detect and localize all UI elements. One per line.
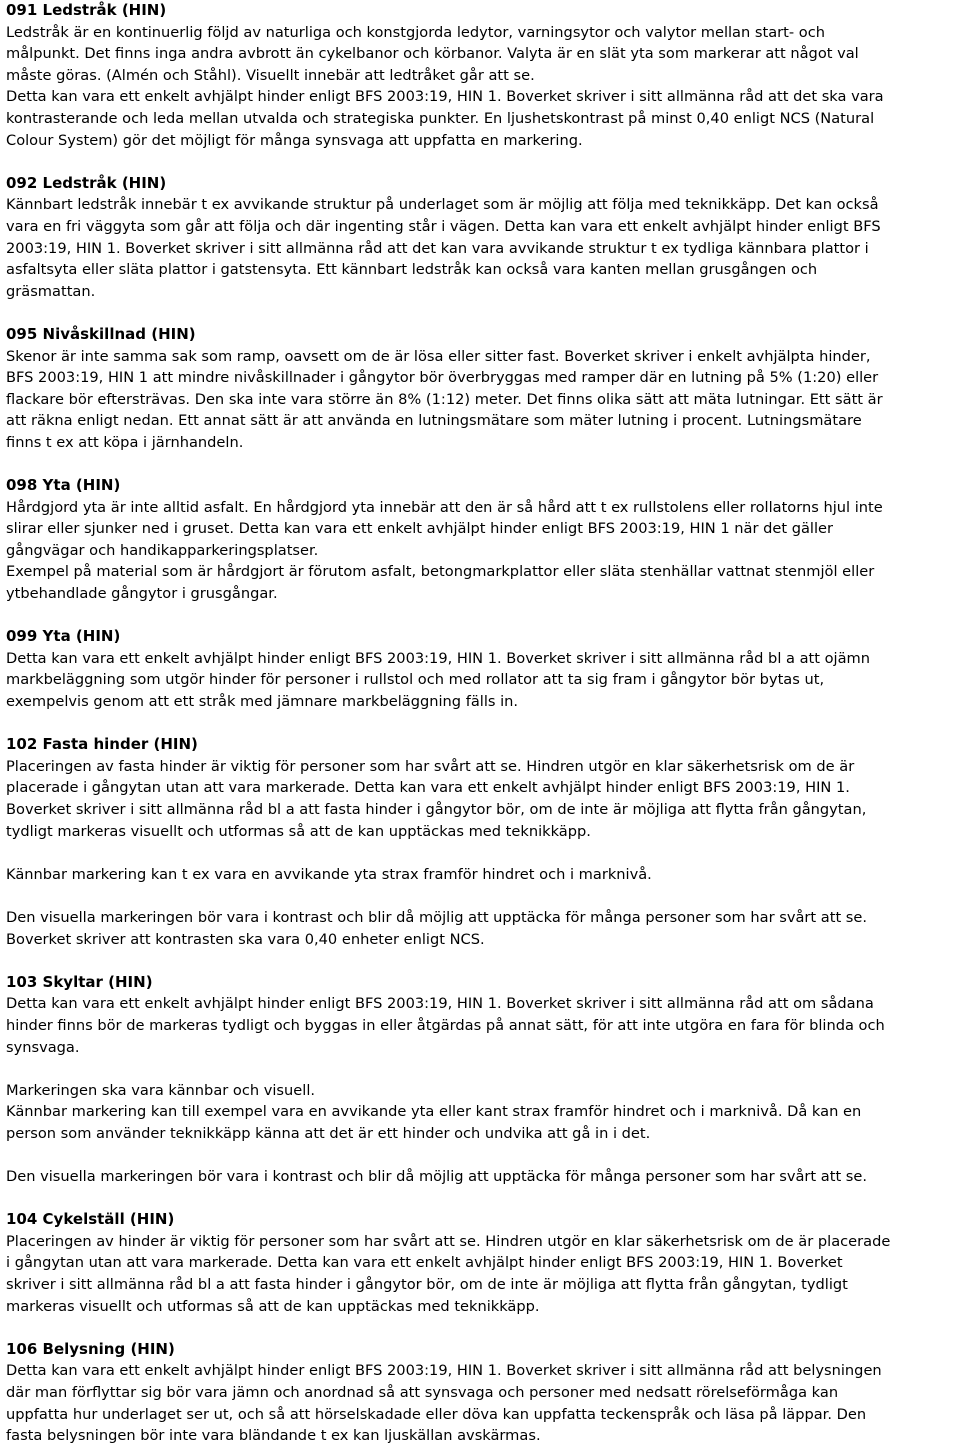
section-gap: [6, 1188, 960, 1210]
section-gap: [6, 713, 960, 735]
section-heading: 102 Fasta hinder (HIN): [6, 735, 198, 754]
section-gap: [6, 151, 960, 173]
section-paragraph: Den visuella markeringen bör vara i kontrast och blir då möjlig att upptäcka för många personer som har svårt att se.: [6, 1168, 868, 1186]
section-gap: [6, 1317, 960, 1339]
section-gap: [6, 605, 960, 627]
section-095: [6, 324, 960, 454]
section-103: [6, 972, 960, 1188]
section-heading: 098 Yta (HIN): [6, 476, 121, 495]
section-heading: 106 Belysning (HIN): [6, 1339, 175, 1358]
section-paragraph: Den visuella markeringen bör vara i kontrast och blir då möjlig att upptäcka för många personer som har svårt att se. Boverket skriver att kontrasten ska vara 0,40 enheter enligt NCS.: [6, 908, 868, 948]
section-paragraph: Placeringen av hinder är viktig för personer som har svårt att se. Hindren utgör en klar säkerhetsrisk om de är placerade i gångytan utan att vara markerade. Detta kan vara ett enkelt avhjälpt hinder enligt BFS 2003:19, HIN 1. Boverket skriver i sitt allmänna råd bl a att fasta hinder i gångytor bör, om de inte är möjliga att flytta från gångytan, tydligt markeras visuellt och utformas så att de kan upptäckas med teknikkäpp.: [6, 1232, 891, 1315]
section-heading: 104 Cykelställ (HIN): [6, 1210, 175, 1229]
section-092: [6, 173, 960, 303]
section-paragraph: Ledstråk är en kontinuerlig följd av naturliga och konstgjorda ledytor, varningsytor och valytor mellan start- och målpunkt. Det finns inga andra avbrott än cykelbanor och körbanor. Valyta är en slät yta som markerar att något val måste göras. (Almén och Ståhl). Visuellt innebär att ledtråket går att se. Detta kan vara ett enkelt avhjälpt hinder enligt BFS 2003:19, HIN 1. Boverket skriver i sitt allmänna råd att det ska vara kontrasterande och leda mellan utvalda och strategiska punkter. En ljushetskontrast på minst 0,40 enligt NCS (Natural Colour System) gör det möjligt för många synsvaga att uppfatta en markering.: [6, 23, 884, 149]
section-104: [6, 1209, 960, 1317]
section-098: [6, 475, 960, 605]
section-heading: 095 Nivåskillnad (HIN): [6, 324, 196, 343]
section-gap: [6, 453, 960, 475]
section-102: [6, 734, 960, 950]
paragraph-gap: [6, 1058, 960, 1080]
section-paragraph: Hårdgjord yta är inte alltid asfalt. En hårdgjord yta innebär att den är så hård att t ex rullstolens eller rollatorns hjul inte slirar eller sjunker ned i gruset. Detta kan vara ett enkelt avhjälpt hinder enligt BFS 2003:19, HIN 1 när det gäller gångvägar och handikapparkeringsplatser. Exempel på material som är hårdgjort är förutom asfalt, betongmarkplattor eller släta stenhällar vattnat stenmjöl eller ytbehandlade gångytor i grusgångar.: [6, 498, 883, 603]
section-paragraph: Markeringen ska vara kännbar och visuell. Kännbar markering kan till exempel vara en avvikande yta eller kant strax framför hindret och i marknivå. Då kan en person som använder teknikkäpp känna att det är ett hinder och undvika att gå in i det.: [6, 1081, 862, 1142]
section-106: [6, 1339, 960, 1447]
paragraph-gap: [6, 1144, 960, 1166]
section-paragraph: Placeringen av fasta hinder är viktig för personer som har svårt att se. Hindren utgör en klar säkerhetsrisk om de är placerade i gångytan utan att vara markerade. Detta kan vara ett enkelt avhjälpt hinder enligt BFS 2003:19, HIN 1. Boverket skriver i sitt allmänna råd bl a att fasta hinder i gångytor bör, om de inte är möjliga att flytta från gångytan, tydligt markeras visuellt och utformas så att de kan upptäckas med teknikkäpp.: [6, 757, 867, 840]
section-paragraph: Detta kan vara ett enkelt avhjälpt hinder enligt BFS 2003:19, HIN 1. Boverket skriver i sitt allmänna råd bl a att ojämn markbeläggning som utgör hinder för personer i rullstol och med rollator att ta sig fram i gångytor bör bytas ut, exempelvis genom att ett stråk med jämnare markbeläggning fälls in.: [6, 649, 871, 710]
section-paragraph: Detta kan vara ett enkelt avhjälpt hinder enligt BFS 2003:19, HIN 1. Boverket skriver i sitt allmänna råd att om sådana hinder finns bör de markeras tydligt och byggas in eller åtgärdas på annat sätt, för att inte utgöra en fara för blinda och synsvaga.: [6, 995, 885, 1056]
section-091: [6, 0, 960, 151]
paragraph-gap: [6, 885, 960, 907]
section-heading: 099 Yta (HIN): [6, 627, 121, 646]
section-heading: 091 Ledstråk (HIN): [6, 1, 167, 19]
section-heading: 103 Skyltar (HIN): [6, 972, 153, 991]
section-heading: 092 Ledstråk (HIN): [6, 173, 167, 192]
section-gap: [6, 302, 960, 324]
section-gap: [6, 950, 960, 972]
section-paragraph: Detta kan vara ett enkelt avhjälpt hinder enligt BFS 2003:19, HIN 1. Boverket skriver i sitt allmänna råd att belysningen där man förflyttar sig bör vara jämn och anordnad så att synsvaga och personer med nedsatt rörelseförmåga kan uppfatta hur underlaget ser ut, och så att hörselskadade eller döva kan uppfatta teckenspråk och läsa på läppar. Den fasta belysningen bör inte vara bländande t ex kan ljuskällan avskärmas.: [6, 1362, 882, 1445]
paragraph-gap: [6, 842, 960, 864]
section-paragraph: Kännbar markering kan t ex vara en avvikande yta strax framför hindret och i marknivå.: [6, 865, 652, 883]
section-paragraph: Skenor är inte samma sak som ramp, oavsett om de är lösa eller sitter fast. Boverket skriver i enkelt avhjälpta hinder, BFS 2003:19, HIN 1 att mindre nivåskillnader i gångytor bör överbryggas med ramper där en lutning på 5% (1:20) eller flackare bör eftersträvas. Den ska inte vara större än 8% (1:12) meter. Det finns olika sätt att mäta lutningar. Ett sätt är att räkna enligt nedan. Ett annat sätt är att använda en lutningsmätare som mäter lutning i procent. Lutningsmätare finns t ex att köpa i järnhandeln.: [6, 347, 883, 451]
section-paragraph: Kännbart ledstråk innebär t ex avvikande struktur på underlaget som är möjlig att följa med teknikkäpp. Det kan också vara en fri väggyta som går att följa och där ingenting står i vägen. Detta kan vara ett enkelt avhjälpt hinder enligt BFS 2003:19, HIN 1. Boverket skriver i sitt allmänna råd att det kan vara avvikande struktur t ex tydliga kännbara plattor i asfaltsyta eller släta plattor i gatstensyta. Ett kännbart ledstråk kan också vara kanten mellan grusgången och gräsmattan.: [6, 196, 881, 300]
section-099: [6, 626, 960, 712]
